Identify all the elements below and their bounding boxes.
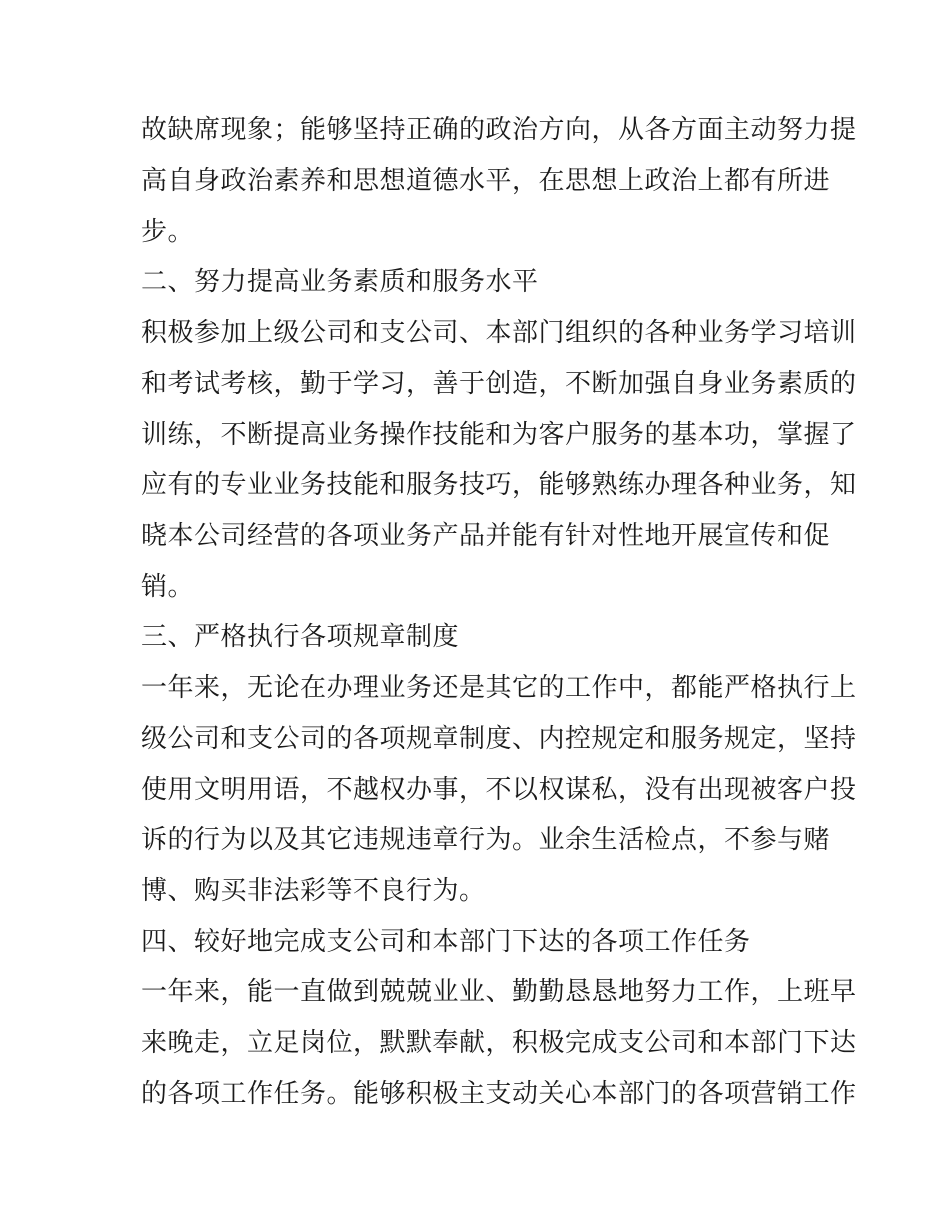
text-line: 晓本公司经营的各项业务产品并能有针对性地开展宣传和促 <box>141 521 831 551</box>
text-line: 诉的行为以及其它违规违章行为。业余生活检点，不参与赌 <box>141 825 831 855</box>
text-line: 的各项工作任务。能够积极主支动关心本部门的各项营销工作 <box>141 1079 857 1109</box>
text-line: 故缺席现象；能够坚持正确的政治方向，从各方面主动努力提 <box>141 115 857 145</box>
text-line: 积极参加上级公司和支公司、本部门组织的各种业务学习培训 <box>141 318 857 348</box>
section-heading-4: 四、较好地完成支公司和本部门下达的各项工作任务 <box>141 927 751 957</box>
text-line: 级公司和支公司的各项规章制度、内控规定和服务规定，坚持 <box>141 724 857 754</box>
text-line: 一年来，无论在办理业务还是其它的工作中，都能严格执行上 <box>141 673 857 703</box>
text-line: 训练，不断提高业务操作技能和为客户服务的基本功，掌握了 <box>141 420 857 450</box>
text-line: 来晚走，立足岗位，默默奉献，积极完成支公司和本部门下达 <box>141 1028 857 1058</box>
text-line: 高自身政治素养和思想道德水平，在思想上政治上都有所进 <box>141 166 831 196</box>
section-heading-3: 三、严格执行各项规章制度 <box>141 622 460 652</box>
text-line: 销。 <box>141 572 195 602</box>
section-heading-2: 二、努力提高业务素质和服务水平 <box>141 267 539 297</box>
text-line: 博、购买非法彩等不良行为。 <box>141 876 486 906</box>
text-line: 使用文明用语，不越权办事，不以权谋私，没有出现被客户投 <box>141 775 857 805</box>
text-line: 一年来，能一直做到兢兢业业、勤勤恳恳地努力工作，上班早 <box>141 977 857 1007</box>
text-line: 步。 <box>141 217 195 247</box>
text-line: 和考试考核，勤于学习，善于创造，不断加强自身业务素质的 <box>141 369 857 399</box>
text-line: 应有的专业业务技能和服务技巧，能够熟练办理各种业务，知 <box>141 470 857 500</box>
